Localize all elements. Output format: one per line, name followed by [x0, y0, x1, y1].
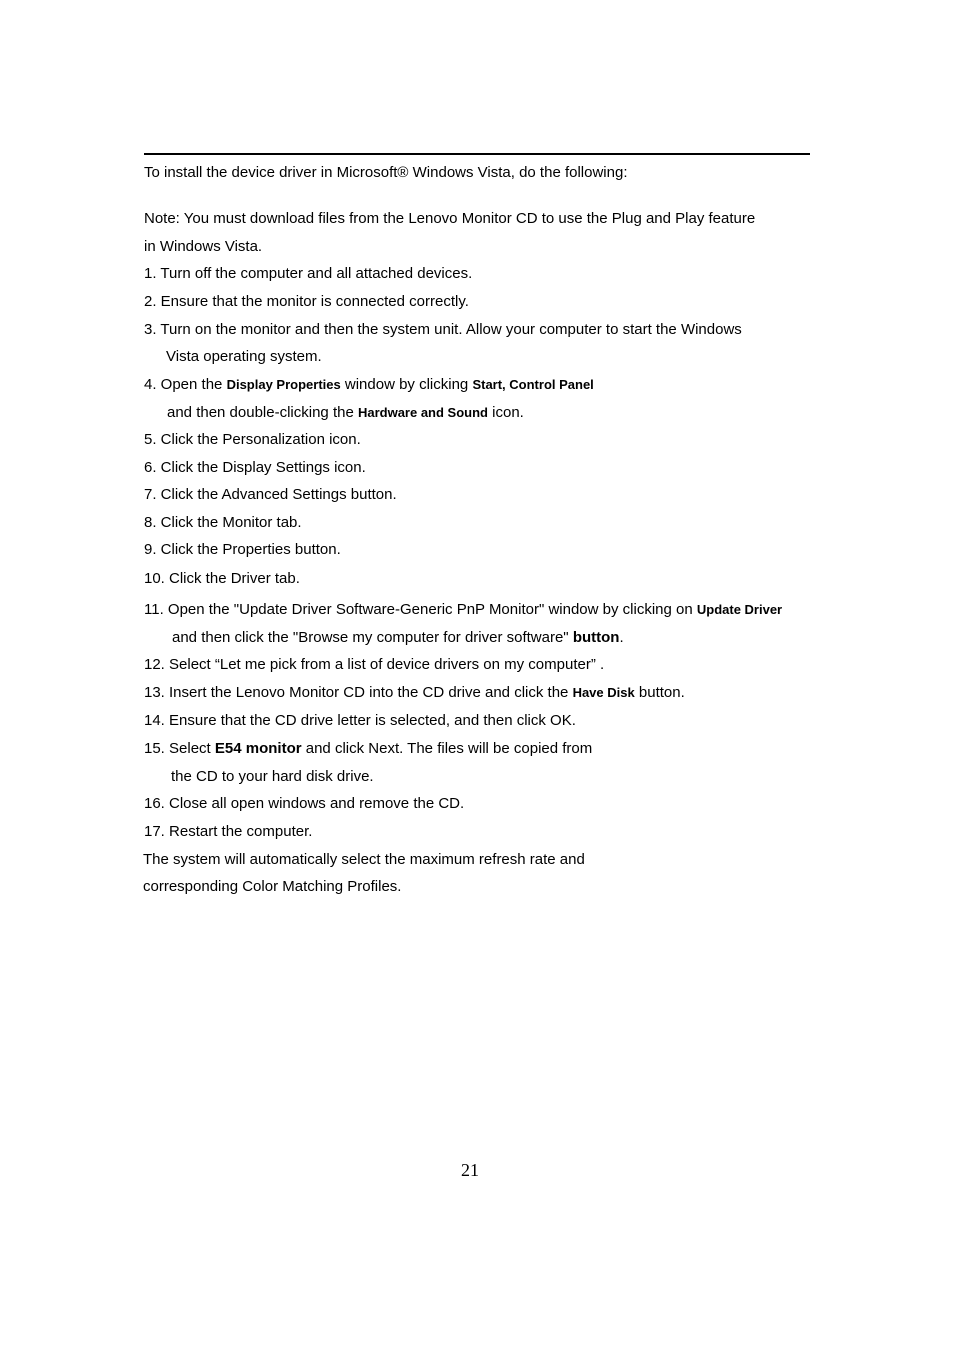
- step-16: 16. Close all open windows and remove the CD.: [144, 795, 465, 812]
- step-4-display-properties: Display Properties: [226, 377, 341, 392]
- step-11-line-2: [172, 629, 624, 647]
- step-4-text-c: and then double-clicking the: [167, 404, 358, 421]
- top-rule: [144, 153, 810, 155]
- step-4-text-b: window by clicking: [340, 376, 473, 393]
- step-15-text-a: 15. Select: [144, 740, 215, 757]
- step-11-line-1: [144, 601, 782, 619]
- step-5: 5. Click the Personalization icon.: [144, 431, 361, 448]
- step-14: 14. Ensure that the CD drive letter is selected, and then click OK.: [144, 712, 576, 729]
- step-13: [144, 684, 685, 702]
- step-4-hardware-and-sound: Hardware and Sound: [357, 405, 488, 420]
- step-6: 6. Click the Display Settings icon.: [144, 459, 366, 476]
- step-11-text-c: .: [619, 629, 624, 646]
- step-15-e54-monitor: E54 monitor: [214, 740, 302, 757]
- step-7: 7. Click the Advanced Settings button.: [144, 486, 397, 503]
- step-11-text-b: and then click the "Browse my computer for driver software": [172, 629, 573, 646]
- step-15-line-1: [144, 740, 592, 758]
- step-12: 12. Select “Let me pick from a list of device drivers on my computer” .: [144, 656, 605, 673]
- step-1: 1. Turn off the computer and all attached devices.: [144, 265, 473, 282]
- note-line-2: in Windows Vista.: [144, 238, 263, 255]
- note-line-1: Note: You must download files from the Lenovo Monitor CD to use the Plug and Play feature: [144, 210, 756, 227]
- step-11-update-driver: Update Driver: [696, 602, 783, 617]
- step-15-text-b: and click Next. The files will be copied from: [301, 740, 593, 757]
- step-3-line-2: Vista operating system.: [166, 348, 322, 365]
- step-8: 8. Click the Monitor tab.: [144, 514, 302, 531]
- step-13-text-b: button.: [634, 684, 685, 701]
- step-4-line-2: [167, 404, 524, 422]
- step-17: 17. Restart the computer.: [144, 823, 313, 840]
- step-4-text-a: 4. Open the: [144, 376, 227, 393]
- step-4-line-1: [144, 376, 594, 394]
- step-4-start-control-panel: Start, Control Panel: [472, 377, 594, 392]
- step-4-text-d: icon.: [488, 404, 524, 421]
- step-13-text-a: 13. Insert the Lenovo Monitor CD into the CD drive and click the: [144, 684, 573, 701]
- step-3-line-1: 3. Turn on the monitor and then the system unit. Allow your computer to start the Windows: [144, 321, 742, 338]
- step-13-have-disk: Have Disk: [572, 685, 635, 700]
- step-15-line-2: the CD to your hard disk drive.: [171, 768, 374, 785]
- step-9: 9. Click the Properties button.: [144, 541, 341, 558]
- closing-line-1: The system will automatically select the maximum refresh rate and: [143, 851, 585, 868]
- step-2: 2. Ensure that the monitor is connected correctly.: [144, 293, 469, 310]
- intro-text: To install the device driver in Microsoft® Windows Vista, do the following:: [144, 164, 628, 181]
- step-11-text-a: 11. Open the "Update Driver Software-Generic PnP Monitor" window by clicking on: [144, 601, 697, 618]
- step-11-button-word: button: [572, 629, 620, 646]
- step-10: 10. Click the Driver tab.: [144, 570, 300, 587]
- closing-line-2: corresponding Color Matching Profiles.: [143, 878, 402, 895]
- page-number: 21: [461, 1160, 479, 1180]
